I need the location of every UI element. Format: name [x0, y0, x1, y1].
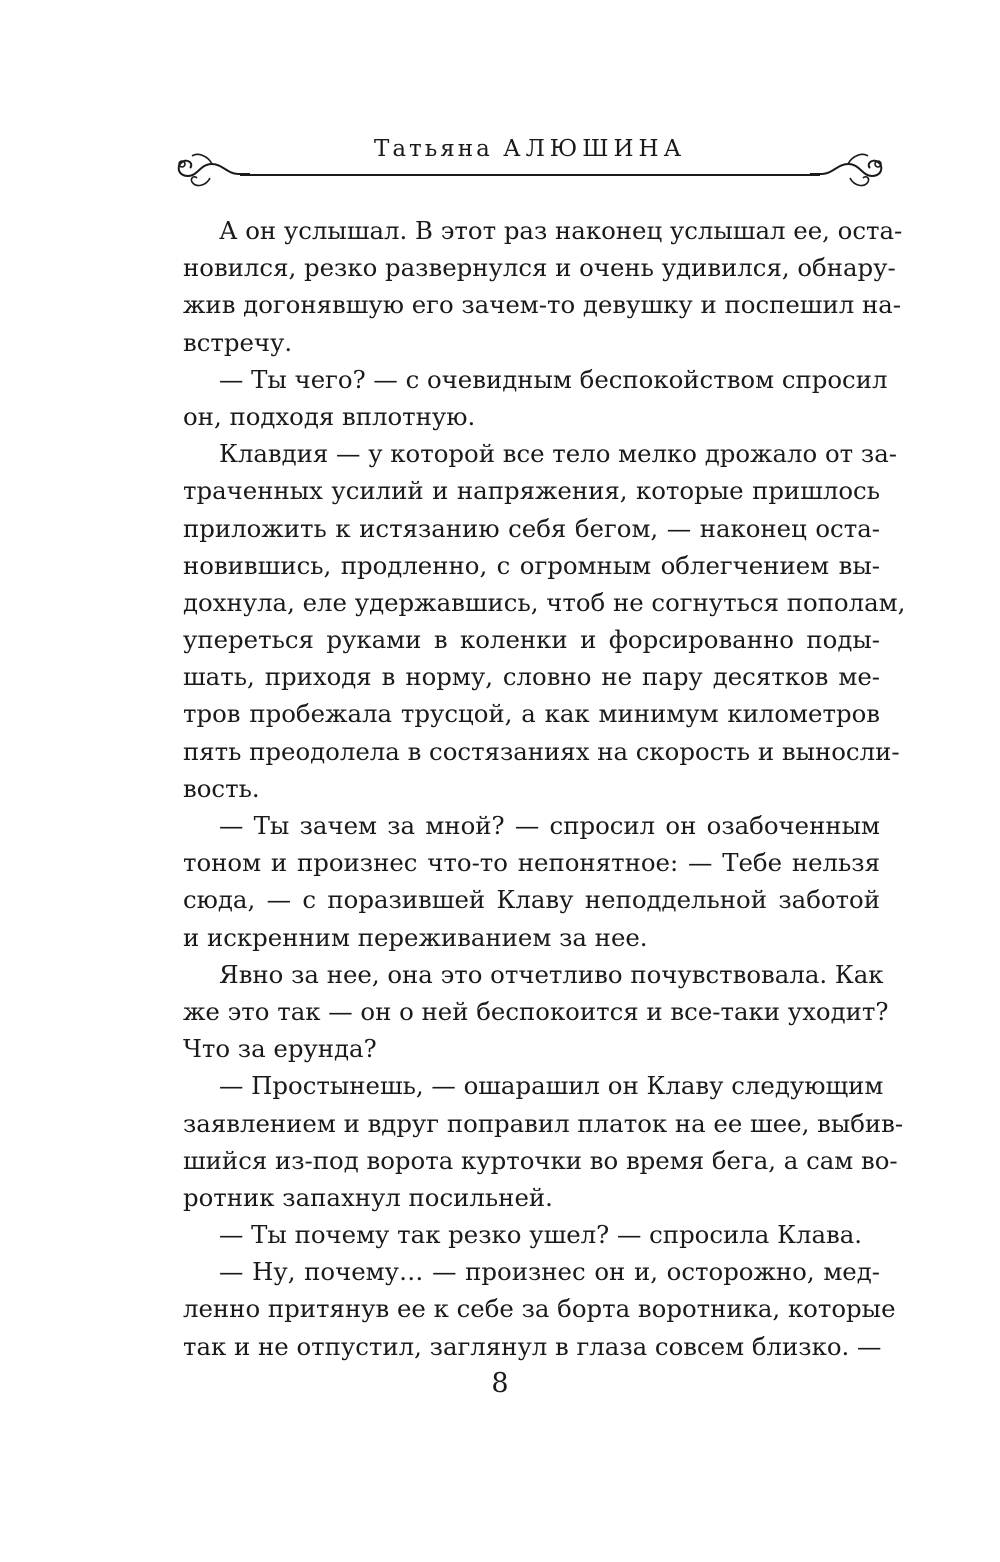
text-line: новившись, продленно, с огромным облегчением вы- [183, 550, 880, 580]
text-line: тоном и произнес что-то непонятное: — Тебе нельзя [183, 848, 880, 878]
text-line: Клавдия — у которой все тело мелко дрожало от за- [219, 439, 897, 469]
text-line: так и не отпустил, заглянул в глаза совсем близко. — [183, 1331, 882, 1361]
text-line: шийся из-под ворота курточки во время бега, а сам во- [183, 1145, 898, 1175]
text-line: — Простынешь, — ошарашил он Клаву следующим [219, 1071, 884, 1101]
text-line: приложить к истязанию себя бегом, — наконец оста- [183, 513, 880, 543]
text-line: А он услышал. В этот раз наконец услышал ее, оста- [219, 216, 903, 245]
text-line: — Ты зачем за мной? — спросил он озабоченным [219, 811, 880, 840]
running-head [170, 128, 890, 190]
text-line: ротник запахнул посильней. [183, 1182, 553, 1212]
text-line: — Ты почему так резко ушел? — спросила Клава. [219, 1220, 863, 1250]
text-line: тров пробежала трусцой, а как минимум километров [183, 699, 880, 729]
text-line: — Ты чего? — с очевидным беспокойством спросил [219, 364, 888, 394]
text-line: и искренним переживанием за нее. [183, 922, 648, 952]
text-line: заявлением и вдруг поправил платок на ее шее, выбив- [183, 1108, 904, 1138]
text-line: траченных усилий и напряжения, которые пришлось [183, 476, 880, 506]
text-line: шать, приходя в норму, словно не пару десятков ме- [183, 662, 880, 692]
page-number: 8 [491, 1368, 509, 1399]
text-line: вость. [183, 773, 260, 803]
text-line: встречу. [183, 327, 293, 357]
right-flourish-ornament [810, 142, 890, 190]
body-text [183, 212, 906, 1365]
text-line: новился, резко развернулся и очень удивился, обнару- [183, 253, 896, 283]
text-line: — Ну, почему… — произнес он и, осторожно, мед- [219, 1257, 880, 1287]
text-line: сюда, — с поразившей Клаву неподдельной заботой [183, 885, 880, 915]
text-line: же это так — он о ней беспокоится и все-таки уходит? [183, 996, 889, 1026]
running-head-rule [240, 174, 820, 176]
author-last-name: АЛЮШИНА [503, 136, 686, 162]
text-line: пять преодолела в состязаниях на скорость и выносли- [183, 736, 900, 766]
text-line: упереться руками в коленки и форсированно поды- [183, 625, 880, 655]
text-line: Явно за нее, она это отчетливо почувствовала. Как [219, 959, 884, 989]
text-line: дохнула, еле удержавшись, чтоб не согнуться пополам, [183, 587, 906, 617]
author-first-name: Татьяна [373, 136, 493, 162]
text-line: ленно притянув ее к себе за борта воротника, которые [183, 1294, 896, 1324]
running-head-title [170, 136, 890, 162]
text-line: он, подходя вплотную. [183, 401, 476, 431]
text-line: жив догонявшую его зачем-то девушку и поспешил на- [183, 290, 902, 320]
text-line: Что за ерунда? [183, 1034, 377, 1064]
